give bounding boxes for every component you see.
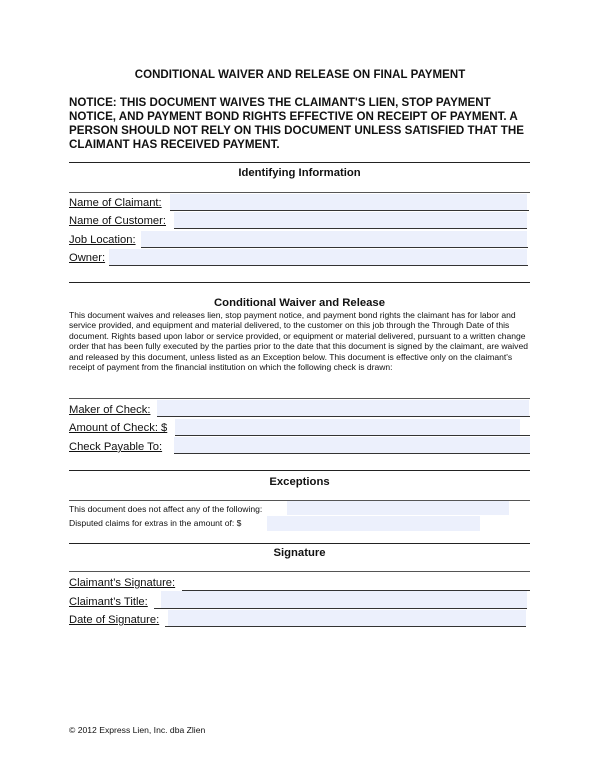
underline [157, 416, 530, 417]
divider [69, 192, 530, 193]
maker-of-check-label: Maker of Check: [69, 404, 151, 416]
waiver-heading: Conditional Waiver and Release [214, 297, 385, 309]
exceptions-not-affected-label: This document does not affect any of the following: [69, 504, 263, 514]
identifying-heading: Identifying Information [238, 167, 361, 179]
claimant-name-field[interactable] [170, 194, 527, 210]
underline [154, 608, 527, 609]
underline [170, 210, 529, 211]
divider [69, 398, 530, 399]
customer-name-label: Name of Customer: [69, 215, 166, 227]
amount-of-check-field[interactable] [175, 419, 520, 435]
divider [69, 282, 530, 283]
date-of-signature-label: Date of Signature: [69, 614, 160, 626]
disputed-claims-amount-field[interactable] [267, 516, 480, 531]
check-payable-to-label: Check Payable To: [69, 441, 163, 453]
exceptions-not-affected-field[interactable] [287, 501, 509, 515]
claimant-signature-field[interactable] [182, 574, 530, 590]
divider [69, 571, 530, 572]
claimant-title-field[interactable] [161, 591, 527, 608]
underline [174, 228, 527, 229]
amount-of-check-label: Amount of Check: $ [69, 422, 168, 434]
document-title: CONDITIONAL WAIVER AND RELEASE ON FINAL PAYMENT [134, 69, 466, 81]
date-of-signature-field[interactable] [168, 610, 526, 626]
underline [174, 453, 530, 454]
disputed-claims-label: Disputed claims for extras in the amount of: $ [69, 518, 242, 528]
underline [141, 247, 528, 248]
claimant-signature-label: Claimant’s Signature: [69, 577, 176, 589]
underline [109, 265, 528, 266]
job-location-field[interactable] [141, 231, 527, 247]
owner-label: Owner: [69, 252, 106, 264]
exceptions-heading: Exceptions [269, 476, 330, 488]
notice-text: NOTICE: THIS DOCUMENT WAIVES THE CLAIMANT'S LIEN, STOP PAYMENT NOTICE, AND PAYMENT BOND RIGHTS EFFECTIVE ON RECEIPT OF PAYMENT. A PERSON SHOULD NOT RELY ON THIS DOCUMENT UNLESS SATISFIED THAT THE CLAIMANT HAS RECEIVED PAYMENT. [69, 96, 524, 151]
owner-field[interactable] [109, 249, 527, 265]
job-location-label: Job Location: [69, 234, 136, 246]
claimant-name-label: Name of Claimant: [69, 197, 162, 209]
signature-heading: Signature [273, 547, 326, 559]
divider [69, 162, 530, 163]
customer-name-field[interactable] [174, 212, 527, 228]
divider [69, 470, 530, 471]
copyright-footer: © 2012 Express Lien, Inc. dba Zlien [69, 725, 206, 735]
divider [69, 543, 530, 544]
underline [175, 435, 530, 436]
claimant-title-label: Claimant’s Title: [69, 596, 148, 608]
check-payable-to-field[interactable] [174, 437, 530, 453]
underline [165, 626, 526, 627]
maker-of-check-field[interactable] [157, 400, 529, 416]
waiver-body-text: This document waives and releases lien, stop payment notice, and payment bond rights the claimant has for labor and service provided, and equipment and material delivered, to the customer on this job through the Through Date of this document. Rights based upon labor or service provided, or equipment or material delivered, pursuant to a written change order that has been fully executed by the parties prior to the date that this document is signed by the claimant, are waived and released by this document, unless listed as an Exception below. This document is effective only on the claimant's receipt of payment from the financial institution on which the following check is drawn: [69, 310, 528, 373]
